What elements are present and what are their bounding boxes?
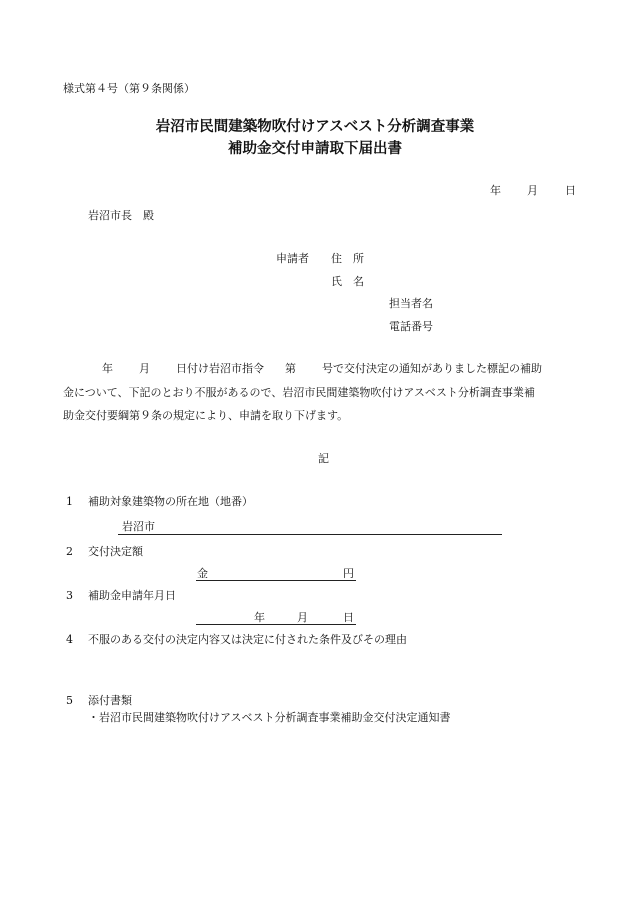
phone-label: 電話番号 bbox=[389, 320, 433, 333]
item-5-label: 添付書類 bbox=[88, 694, 132, 707]
attachment-item: ・岩沼市民間建築物吹付けアスベスト分析調査事業補助金交付決定通知書 bbox=[88, 711, 451, 724]
item-4-label: 不服のある交付の決定内容又は決定に付された条件及びその理由 bbox=[88, 633, 407, 646]
item-3-month: 月 bbox=[297, 611, 308, 624]
date-year-label: 年 bbox=[490, 184, 501, 197]
item-3-label: 補助金申請年月日 bbox=[88, 589, 176, 602]
item-1-value: 岩沼市 bbox=[122, 520, 155, 533]
name-label: 氏 名 bbox=[331, 275, 364, 288]
item-2-number: 2 bbox=[66, 545, 73, 558]
body-year: 年 bbox=[102, 362, 113, 375]
item-5-number: 5 bbox=[66, 694, 73, 707]
item-3-day: 日 bbox=[343, 611, 354, 624]
applicant-label: 申請者 bbox=[276, 252, 309, 265]
ki-heading: 記 bbox=[318, 452, 329, 465]
item-4-number: 4 bbox=[66, 633, 73, 646]
item-2-label: 交付決定額 bbox=[88, 545, 143, 558]
body-line2: 金について、下記のとおり不服があるので、岩沼市民間建築物吹付けアスベスト分析調査事業補 bbox=[63, 386, 535, 399]
title-line-1: 岩沼市民間建築物吹付けアスベスト分析調査事業 bbox=[155, 119, 475, 135]
item-2-prefix: 金 bbox=[197, 567, 208, 580]
item-3-number: 3 bbox=[66, 589, 73, 602]
body-line1-rest: 号で交付決定の通知がありました標記の補助 bbox=[322, 362, 542, 375]
date-day-label: 日 bbox=[565, 184, 576, 197]
item-1-underline bbox=[118, 534, 502, 535]
item-3-year: 年 bbox=[254, 611, 265, 624]
contact-person-label: 担当者名 bbox=[389, 297, 433, 310]
date-month-label: 月 bbox=[527, 184, 538, 197]
item-1-number: 1 bbox=[66, 495, 73, 508]
body-line3: 助金交付要綱第９条の規定により、申請を取り下げます。 bbox=[63, 409, 349, 422]
title-line-2: 補助金交付申請取下届出書 bbox=[228, 141, 402, 157]
item-2-underline bbox=[196, 580, 356, 581]
item-2-suffix: 円 bbox=[343, 567, 354, 580]
body-number-prefix: 第 bbox=[285, 362, 296, 375]
item-1-label: 補助対象建築物の所在地（地番） bbox=[88, 495, 253, 508]
address-label: 住 所 bbox=[331, 252, 364, 265]
form-number: 様式第４号（第９条関係） bbox=[63, 82, 195, 95]
body-dated: 日付け岩沼市指令 bbox=[176, 362, 264, 375]
body-month: 月 bbox=[139, 362, 150, 375]
item-3-underline bbox=[196, 624, 356, 625]
addressee: 岩沼市長 殿 bbox=[88, 209, 154, 222]
